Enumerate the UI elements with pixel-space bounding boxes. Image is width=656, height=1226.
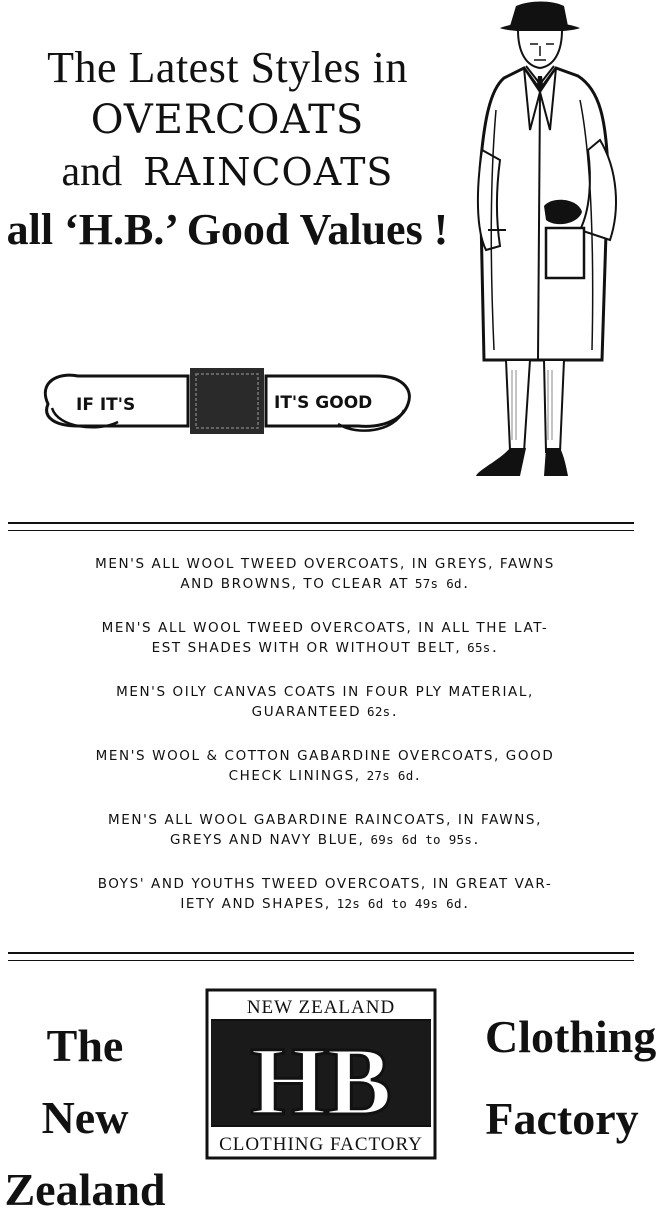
- product-list: [20, 554, 630, 938]
- item-price: 57s 6d.: [414, 576, 470, 591]
- footer-left-text: [0, 1010, 170, 1226]
- divider-bottom-1: [8, 952, 634, 954]
- footer-right-line-1: Clothing: [485, 1011, 656, 1062]
- divider-top-2: [8, 530, 634, 531]
- item-line-2: IETY AND SHAPES, 12s 6d to 49s 6d.: [180, 896, 470, 912]
- item-line-1: BOYS' AND YOUTHS TWEED OVERCOATS, IN GREAT VAR-: [97, 876, 553, 892]
- item-line-1: MEN'S ALL WOOL TWEED OVERCOATS, IN ALL THE LAT-: [101, 620, 549, 636]
- list-item: [20, 682, 630, 722]
- headline-raincoats: RAINCOATS: [143, 150, 394, 194]
- banner-center-mark: [190, 368, 264, 434]
- item-line-2: GREYS AND NAVY BLUE, 69s 6d to 95s.: [169, 832, 480, 848]
- list-item: [20, 746, 630, 786]
- headline: [0, 40, 455, 260]
- item-line-1: MEN'S ALL WOOL TWEED OVERCOATS, IN GREYS, FAWNS: [95, 556, 555, 572]
- item-line-2: AND BROWNS, TO CLEAR AT 57s 6d.: [180, 576, 470, 592]
- item-line-2: EST SHADES WITH OR WITHOUT BELT, 65s.: [151, 640, 499, 656]
- divider-bottom-2: [8, 960, 634, 961]
- item-line-2: CHECK LININGS, 27s 6d.: [228, 768, 422, 784]
- banner-left-text: IF IT'S: [76, 395, 136, 415]
- logo-letters: HB: [250, 1028, 392, 1136]
- footer-left-line-1: The New: [41, 1020, 129, 1143]
- headline-and: and: [61, 149, 123, 195]
- list-item: [20, 618, 630, 658]
- list-item: [20, 810, 630, 850]
- list-item: [20, 874, 630, 914]
- footer-right-line-2: Factory: [485, 1093, 639, 1144]
- slogan-banner: [38, 362, 416, 440]
- item-price: 69s 6d to 95s.: [370, 832, 480, 847]
- item-line-1: MEN'S ALL WOOL GABARDINE RAINCOATS, IN FAWNS,: [108, 812, 542, 828]
- item-line-1: MEN'S OILY CANVAS COATS IN FOUR PLY MATERIAL,: [116, 684, 534, 700]
- headline-line-1: The Latest Styles in: [47, 43, 408, 92]
- headline-line-3: [0, 144, 455, 200]
- headline-line-2: OVERCOATS: [90, 97, 365, 143]
- footer-right-text: [485, 996, 656, 1160]
- item-line-2: GUARANTEED 62s.: [251, 704, 399, 720]
- item-line-1: MEN'S WOOL & COTTON GABARDINE OVERCOATS, GOOD: [95, 748, 555, 764]
- banner-right-text: IT'S GOOD: [274, 393, 373, 413]
- item-price: 12s 6d to 49s 6d.: [336, 896, 470, 911]
- footer-left-line-2: Zealand: [4, 1164, 166, 1215]
- hb-logo: [205, 988, 437, 1160]
- man-in-overcoat-illustration: [460, 0, 635, 485]
- item-price: 27s 6d.: [366, 768, 422, 783]
- headline-line-4: all ‘H.B.’ Good Values !: [6, 205, 449, 254]
- divider-top-1: [8, 522, 634, 524]
- item-price: 65s.: [467, 640, 499, 655]
- logo-top-text: NEW ZEALAND: [246, 997, 396, 1018]
- logo-bottom-text: CLOTHING FACTORY: [219, 1134, 423, 1155]
- list-item: [20, 554, 630, 594]
- item-price: 62s.: [367, 704, 399, 719]
